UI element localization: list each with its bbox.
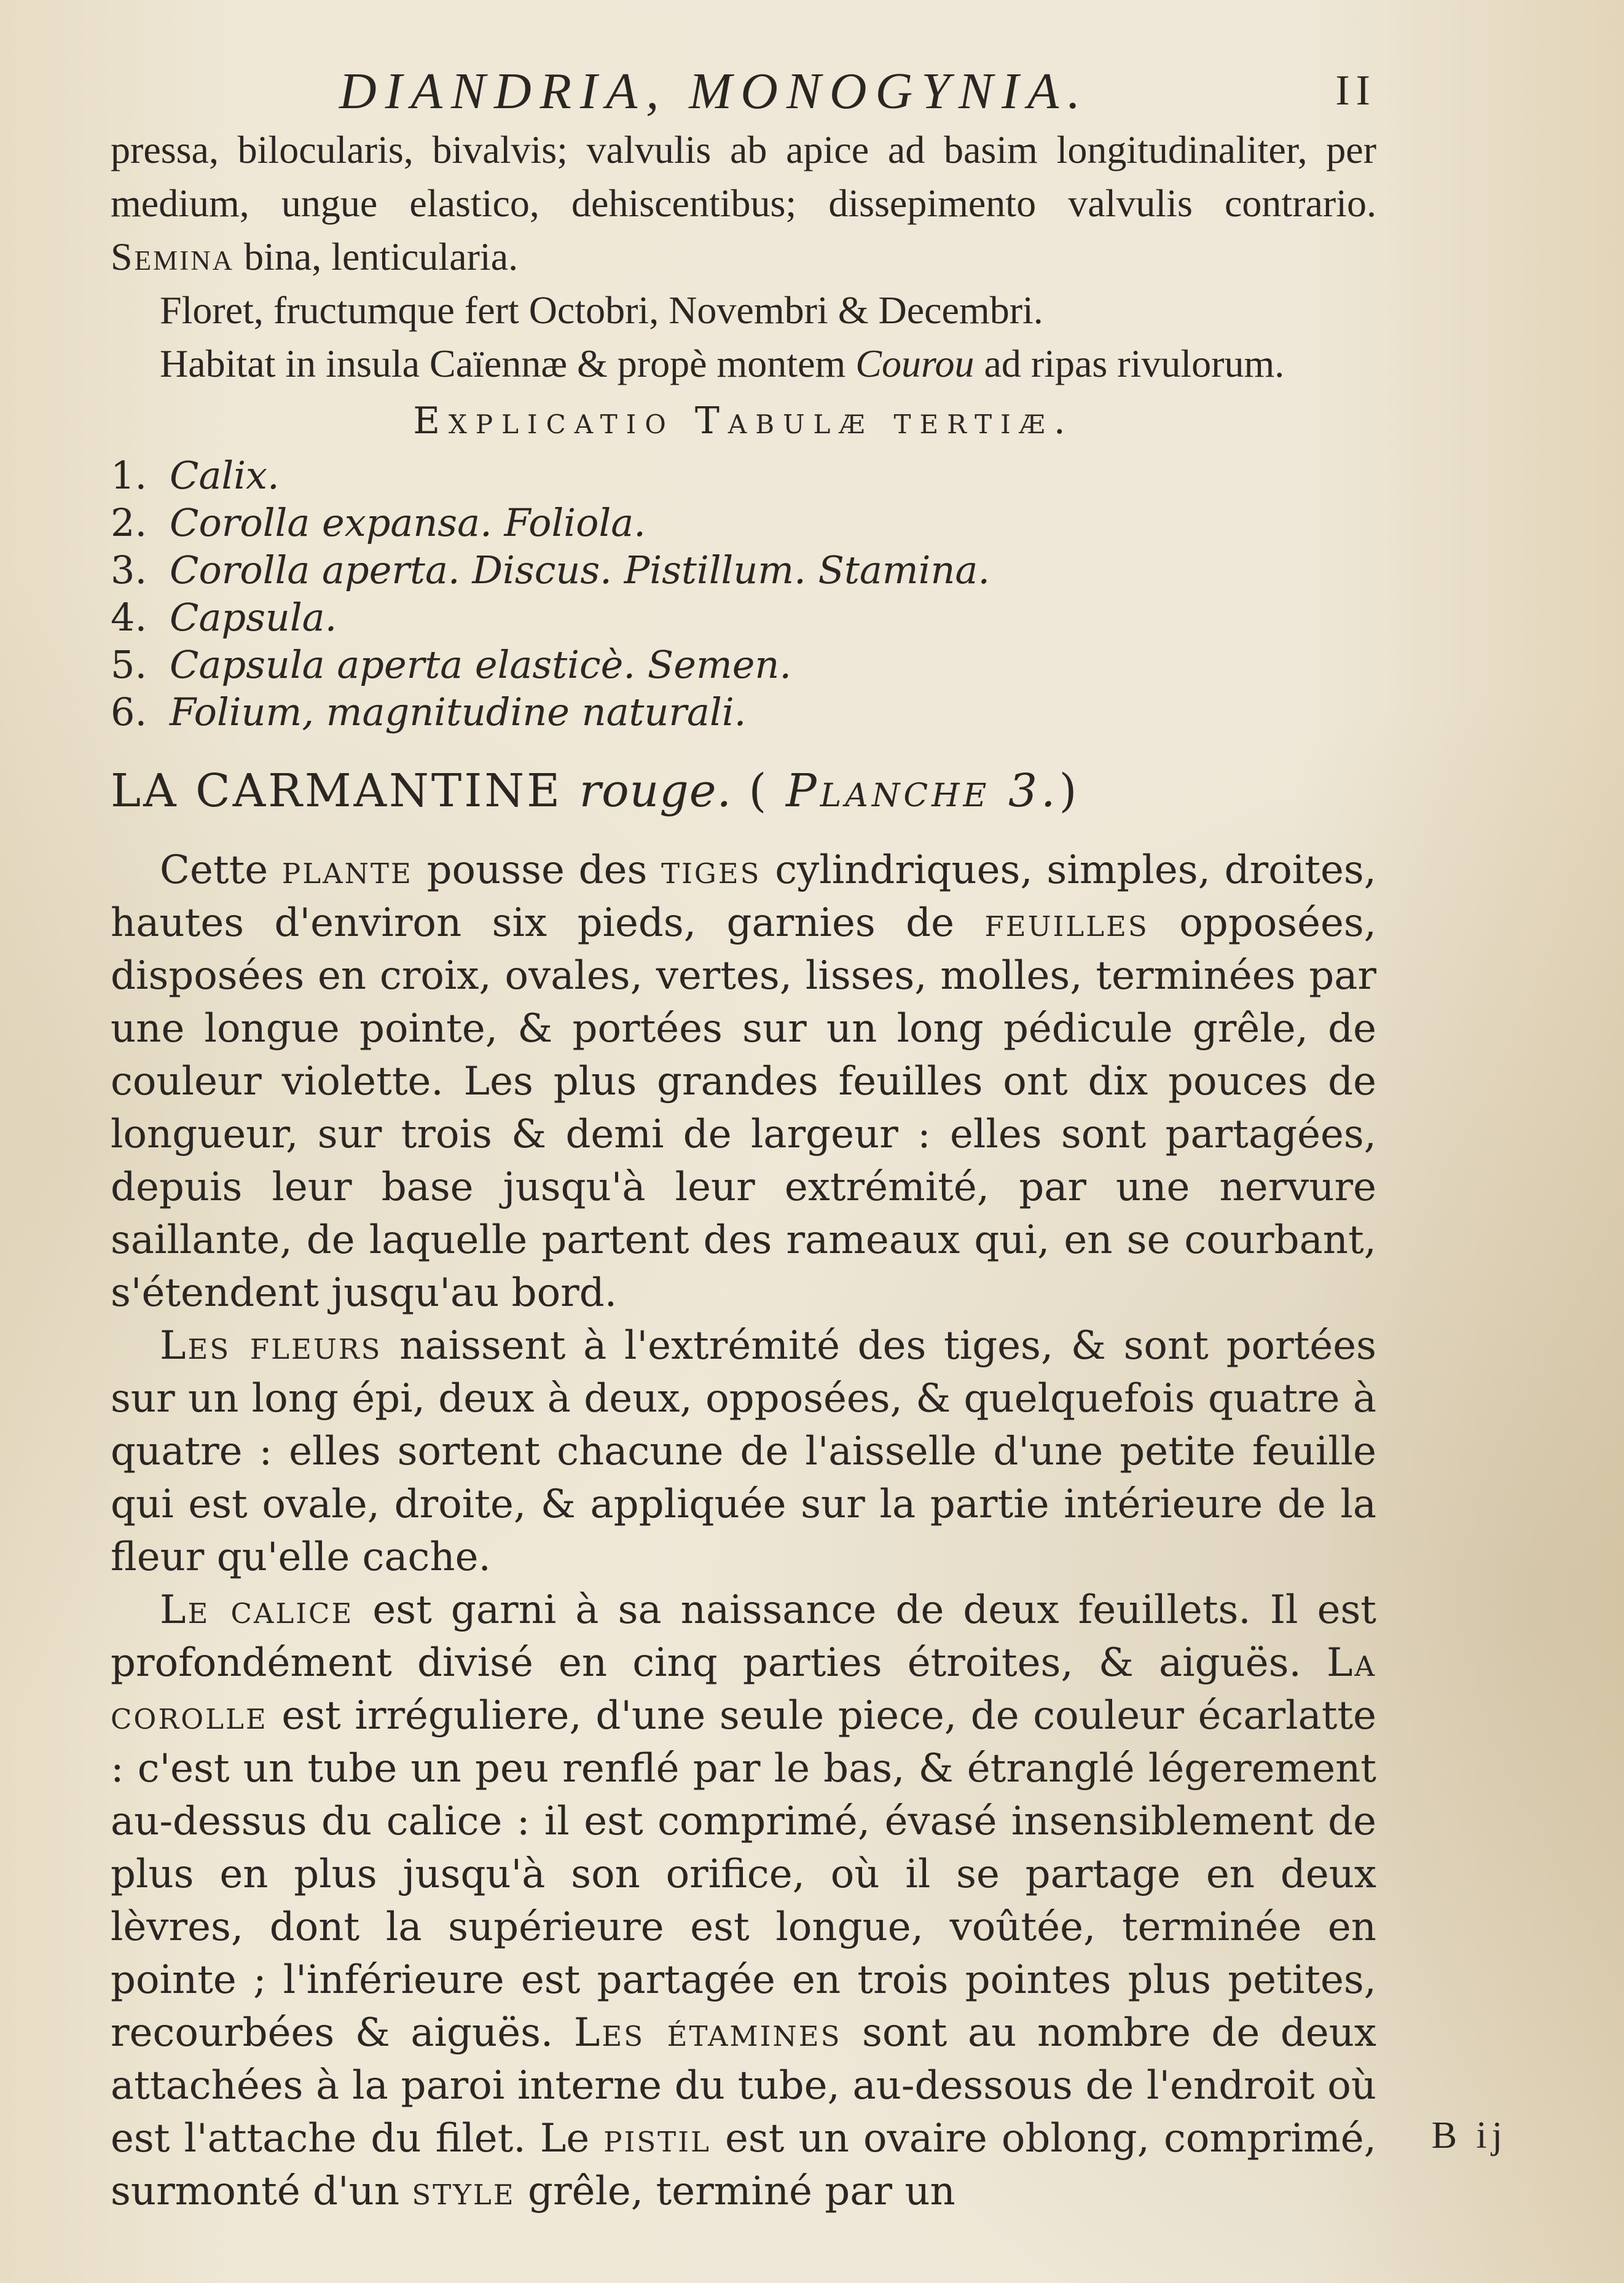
item-caption: Corolla expansa. Foliola. <box>170 500 646 545</box>
section-qualifier: rouge. <box>579 764 732 817</box>
section-heading <box>111 760 1376 822</box>
keyword-feuilles: feuilles <box>984 900 1149 946</box>
text-run: est irréguliere, d'une seule piece, de couleur écarlatte : c'est un tube un peu renflé par le bas, & étranglé légerement au-dessus du calice : il est comprimé, évasé insensiblement de plus en plus jusqu'à son orifice, où il se partage en deux lèvres, dont la supérieure est longue, voûtée, terminée en pointe ; l'inférieure est partagée en trois pointes plus petites, recourbées & aiguës. <box>111 1693 1376 2056</box>
item-caption: Capsula. <box>170 595 337 640</box>
item-number: 1. <box>111 453 147 498</box>
list-item <box>111 688 1376 736</box>
page-header <box>111 49 1376 123</box>
item-number: 4. <box>111 595 147 640</box>
semina-label: Semina <box>111 235 235 278</box>
text-run: est un ovaire oblong, comprimé, surmonté d'un <box>111 2116 1376 2214</box>
keyword-pistil: pistil <box>603 2116 711 2161</box>
semina-text: bina, lenticularia. <box>234 235 519 278</box>
text-run: Cette <box>160 847 282 893</box>
keyword-etamines: Les étamines <box>573 2010 842 2056</box>
item-caption: Corolla aperta. Discus. Pistillum. Stamina. <box>170 548 990 592</box>
text-run: est garni à sa naissance de deux feuillets. Il est profondément divisé en cinq parties étroites, & aiguës. <box>111 1587 1377 1686</box>
page-number: II <box>1335 67 1376 114</box>
habitat-paragraph <box>111 337 1376 390</box>
text-run: sont au nombre de deux attachées à la paroi interne du tube, au-dessous de l'endroit où est l'attache du filet. Le <box>111 2010 1377 2161</box>
item-number: 3. <box>111 548 147 592</box>
explicatio-title: Explicatio Tabulæ tertiæ. <box>413 399 1074 442</box>
latin-capsule-paragraph <box>111 123 1376 283</box>
article-paragraph-3 <box>111 1584 1376 2218</box>
running-head: DIANDRIA, MONOGYNIA. <box>339 63 1089 120</box>
text-run: naissent à l'extrémité des tiges, & sont portées sur un long épi, deux à deux, opposées, & quelquefois quatre à quatre : elles sortent chacune de l'aisselle d'une petite feuille qui est ovale, droite, & appliquée sur la partie intérieure de la fleur qu'elle cache. <box>111 1323 1376 1580</box>
habitat-place: Courou <box>855 342 975 385</box>
plate-reference: Planche 3. <box>785 764 1059 817</box>
keyword-style: style <box>412 2169 516 2214</box>
text-run: cylindriques, simples, droites, hautes d'environ six pieds, garnies de <box>111 847 1377 946</box>
list-item <box>111 594 1376 641</box>
text-block <box>111 49 1376 2218</box>
plate-open-paren: ( <box>748 764 786 817</box>
text-run: grêle, terminé par un <box>515 2169 955 2214</box>
floret-paragraph <box>111 283 1376 337</box>
list-item <box>111 641 1376 688</box>
item-number: 6. <box>111 690 147 734</box>
plate-explanation-list <box>111 452 1376 736</box>
article-paragraph-2 <box>111 1319 1376 1584</box>
text-run: opposées, disposées en croix, ovales, vertes, lisses, molles, terminées par une longue pointe, & portées sur un long pédicule grêle, de couleur violette. Les plus grandes feuilles ont dix pouces de longueur, sur trois & demi de largeur : elles sont partagées, depuis leur base jusqu'à leur extrémité, par une nervure saillante, de laquelle partent des rameaux qui, en se courbant, s'étendent jusqu'au bord. <box>111 900 1376 1316</box>
keyword-corolle: La corolle <box>111 1640 1376 1739</box>
habitat-text-b: ad ripas rivulorum. <box>974 342 1285 385</box>
item-caption: Capsula aperta elasticè. Semen. <box>170 642 792 687</box>
list-item <box>111 499 1376 546</box>
article-paragraph-1 <box>111 844 1376 1319</box>
item-caption: Folium, magnitudine naturali. <box>170 690 747 734</box>
article-body <box>111 844 1376 2218</box>
signature-mark: B ij <box>1431 2115 1507 2156</box>
item-caption: Calix. <box>170 453 280 498</box>
floret-text: Floret, fructumque fert Octobri, Novembri & Decembri. <box>160 288 1043 332</box>
keyword-plante: plante <box>281 847 413 893</box>
list-item <box>111 452 1376 499</box>
keyword-tiges: tiges <box>661 847 761 893</box>
item-number: 2. <box>111 500 147 545</box>
section-title: LA CARMANTINE <box>111 764 563 817</box>
latin-capsule-text: pressa, bilocularis, bivalvis; valvulis ab apice ad basim longitudinaliter, per medium, ungue elastico, dehiscentibus; dissepimento valvulis contrario. <box>111 128 1376 225</box>
item-number: 5. <box>111 642 147 687</box>
keyword-calice: Le calice <box>160 1587 354 1633</box>
text-run: pousse des <box>412 847 662 893</box>
plate-close-paren: ) <box>1059 764 1080 817</box>
list-item <box>111 546 1376 594</box>
habitat-text-a: Habitat in insula Caïennæ & propè montem <box>160 342 856 385</box>
keyword-fleurs: Les fleurs <box>160 1323 382 1369</box>
latin-description <box>111 123 1376 390</box>
